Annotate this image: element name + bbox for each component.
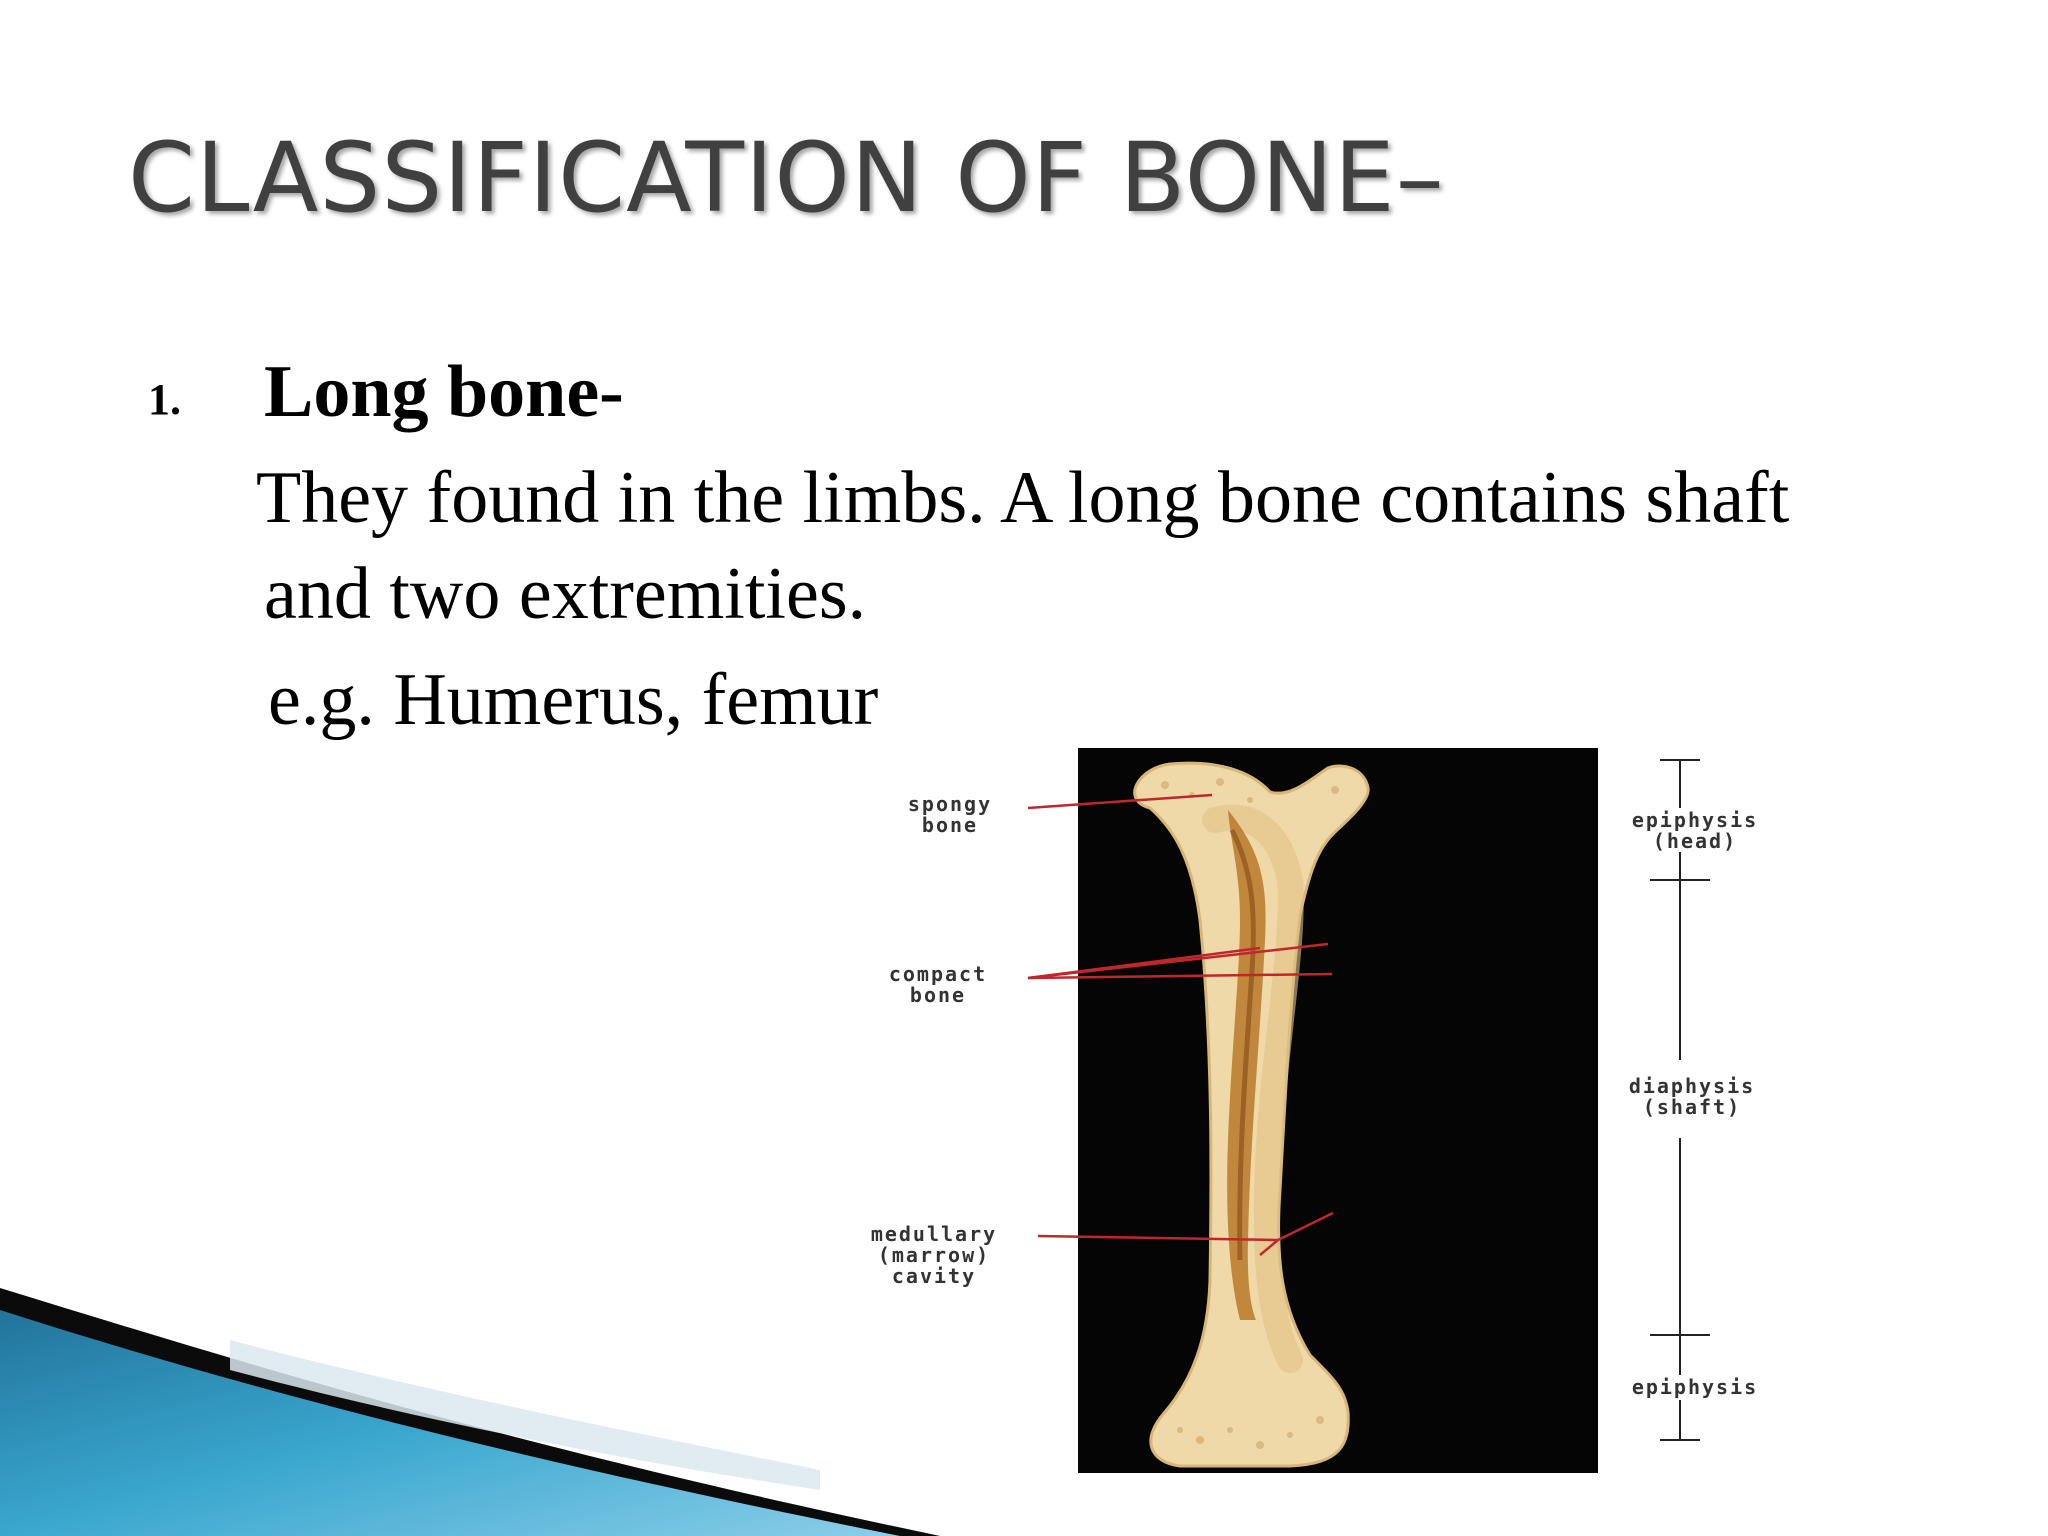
body-text-line-2: and two extremities.: [264, 553, 867, 635]
photo-background: [1078, 748, 1598, 1473]
long-bone-diagram: [820, 740, 1820, 1500]
label-medullary-cavity: medullary (marrow) cavity: [870, 1222, 998, 1288]
body-text-line-1: They found in the limbs. A long bone contains shaft: [256, 457, 1790, 539]
corner-swoosh-decoration: [0, 1280, 940, 1536]
label-spongy-bone: spongy bone: [907, 792, 993, 837]
list-item-number: 1.: [148, 375, 181, 424]
label-epiphysis-bottom: epiphysis: [1631, 1375, 1759, 1399]
label-diaphysis-shaft: diaphysis (shaft): [1628, 1074, 1756, 1119]
label-compact-bone: compact bone: [888, 962, 988, 1007]
label-epiphysis-head: epiphysis (head): [1631, 808, 1759, 853]
section-heading: Long bone-: [264, 351, 624, 433]
slide-title: CLASSIFICATION OF BONE–: [128, 122, 1445, 234]
example-text: e.g. Humerus, femur: [268, 659, 879, 741]
